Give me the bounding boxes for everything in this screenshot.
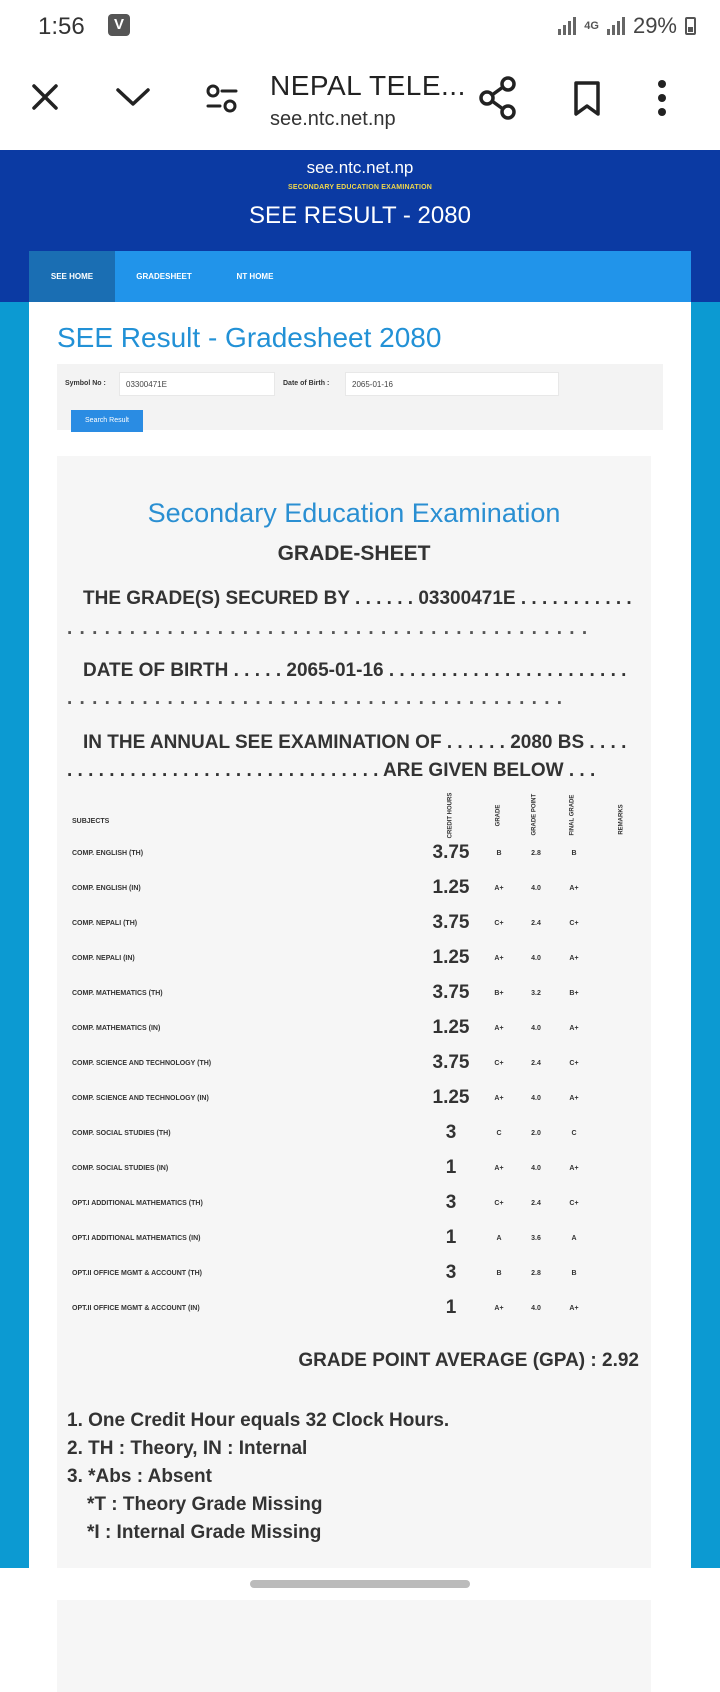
row-subject: COMP. ENGLISH (IN) [72,885,141,892]
row-credit: 1.25 [432,1087,470,1108]
gpa-line [298,1350,639,1372]
bookmark-icon[interactable] [572,80,602,123]
browser-url[interactable]: see.ntc.net.np [270,108,396,130]
row-subject: OPT.I ADDITIONAL MATHEMATICS (TH) [72,1200,203,1207]
secured-label: THE GRADE(S) SECURED BY [83,588,350,609]
sheet-subheading: GRADE-SHEET [277,542,431,565]
sheet-heading: Secondary Education Examination [147,498,561,528]
page-title: SEE Result - Gradesheet 2080 [57,322,442,353]
row-credit: 3.75 [432,1052,470,1073]
row-credit: 1.25 [432,947,470,968]
home-gesture-pill[interactable] [250,1580,470,1588]
row-point: 4.0 [531,1305,541,1312]
row-grade: C [496,1130,502,1137]
row-point: 3.2 [531,990,541,997]
signal-icon [558,17,576,35]
row-point: 2.8 [531,1270,541,1277]
row-point: 4.0 [531,955,541,962]
row-grade: C+ [494,1200,504,1207]
row-credit: 1.25 [432,1017,470,1038]
site-settings-icon[interactable] [204,82,240,121]
secured-by-line: THE GRADE(S) SECURED BY . . . . . . 03300471E . . . . . . . . . . . [83,588,632,609]
row-point: 2.4 [531,1060,541,1067]
result-card [29,302,691,1692]
dob-input[interactable]: 2065-01-16 [345,372,559,396]
row-credit: 3 [445,1122,457,1143]
site-navbar [29,251,691,302]
note-item: *I : Internal Grade Missing [87,1522,322,1543]
row-grade: B+ [494,990,504,997]
row-point: 2.0 [531,1130,541,1137]
search-result-button[interactable]: Search Result [71,410,143,432]
dotted-line: . . . . . . . . . . . . . . . . . . . . . . . . . . . . . . . . . . . . . . . . [67,688,564,709]
row-final: A+ [569,1305,579,1312]
row-credit: 3.75 [432,912,470,933]
chevron-down-icon[interactable] [114,82,152,117]
row-subject: COMP. ENGLISH (TH) [72,850,144,857]
nav-nt-home[interactable]: NT HOME [236,272,274,281]
browser-toolbar [0,52,720,150]
row-final: A+ [569,1165,579,1172]
row-credit: 3 [445,1262,457,1283]
exam-line: IN THE ANNUAL SEE EXAMINATION OF . . . . . . 2080 BS . . . . [83,732,627,753]
system-nav-bar [0,1568,720,1600]
row-final: A+ [569,955,579,962]
status-indicators [558,13,696,39]
row-final: C+ [569,920,579,927]
note-item: 1. One Credit Hour equals 32 Clock Hours. [67,1410,450,1431]
status-bar [0,0,720,52]
row-grade: C+ [494,1060,504,1067]
exam-value: 2080 BS [510,732,585,753]
row-credit: 1 [445,1297,457,1318]
gpa-value: 2.92 [602,1350,639,1371]
row-point: 3.6 [531,1235,541,1242]
row-grade: B [496,850,502,857]
nav-gradesheet[interactable]: GRADESHEET [136,272,192,281]
row-credit: 3.75 [432,982,470,1003]
row-final: A+ [569,885,579,892]
nav-see-home[interactable]: SEE HOME [29,251,115,302]
note-item: 2. TH : Theory, IN : Internal [67,1438,308,1459]
row-credit: 1.25 [432,877,470,898]
web-content [0,150,720,1600]
site-title: SEE RESULT - 2080 [249,202,471,229]
col-remarks: REMARKS [618,804,625,835]
row-subject: OPT.I ADDITIONAL MATHEMATICS (IN) [72,1235,201,1242]
browser-page-title[interactable]: NEPAL TELE... [270,70,466,101]
row-subject: COMP. SCIENCE AND TECHNOLOGY (TH) [72,1060,212,1067]
grade-sheet [57,456,651,1692]
gpa-label: GRADE POINT AVERAGE (GPA) : [298,1350,597,1371]
row-subject: COMP. NEPALI (IN) [72,955,135,962]
row-subject: COMP. SCIENCE AND TECHNOLOGY (IN) [72,1095,209,1102]
v-badge-icon: V [108,14,130,36]
row-grade: A [496,1235,502,1242]
row-credit: 3 [445,1192,457,1213]
row-subject: COMP. SOCIAL STUDIES (IN) [72,1165,169,1172]
dotted-line: . . . . . . . . . . . . . . . . . . . . . . . . . . . . . . . . . . . . . . . . . . [67,618,589,639]
sheet-dob-label: DATE OF BIRTH [83,660,229,681]
row-subject: COMP. NEPALI (TH) [72,920,138,927]
status-time: 1:56 [38,13,85,40]
site-domain: see.ntc.net.np [306,158,414,177]
row-grade: A+ [494,1305,504,1312]
row-final: B [571,1270,577,1277]
row-final: B+ [569,990,579,997]
row-grade: A+ [494,1025,504,1032]
dob-label: Date of Birth : [283,380,330,387]
row-subject: COMP. MATHEMATICS (IN) [72,1025,161,1032]
battery-level: 29% [632,13,677,38]
row-point: 4.0 [531,1165,541,1172]
row-final: C+ [569,1060,579,1067]
row-final: C [571,1130,577,1137]
col-final-grade: FINAL GRADE [569,794,576,836]
network-type: 4G [584,20,599,32]
secured-value: 03300471E [418,588,516,609]
col-subjects: SUBJECTS [72,818,110,825]
row-point: 2.4 [531,1200,541,1207]
row-final: C+ [569,1200,579,1207]
row-subject: OPT.II OFFICE MGMT & ACCOUNT (TH) [72,1270,203,1277]
row-final: B [571,850,577,857]
site-subtitle: SECONDARY EDUCATION EXAMINATION [287,184,432,191]
row-grade: A+ [494,1165,504,1172]
row-point: 4.0 [531,1095,541,1102]
col-grade: GRADE [495,804,502,827]
symbol-input[interactable]: 03300471E [119,372,275,396]
row-grade: C+ [494,920,504,927]
close-icon[interactable] [28,80,62,119]
row-point: 4.0 [531,1025,541,1032]
battery-icon [685,17,696,35]
sheet-dob-value: 2065-01-16 [286,660,384,681]
row-subject: COMP. MATHEMATICS (TH) [72,990,163,997]
note-item: 3. *Abs : Absent [67,1466,212,1487]
signal-icon-2 [607,17,625,35]
given-below-text: ARE GIVEN BELOW [383,760,564,781]
more-vertical-icon[interactable] [656,78,668,123]
symbol-label: Symbol No : [65,380,106,387]
col-credit-hours: CREDIT HOURS [447,792,454,839]
row-subject: OPT.II OFFICE MGMT & ACCOUNT (IN) [72,1305,200,1312]
row-final: A+ [569,1095,579,1102]
row-credit: 1 [445,1227,457,1248]
row-credit: 1 [445,1157,457,1178]
dob-line: DATE OF BIRTH . . . . . 2065-01-16 . . . . . . . . . . . . . . . . . . . . . . . [83,660,627,681]
row-final: A+ [569,1025,579,1032]
exam-label: IN THE ANNUAL SEE EXAMINATION OF [83,732,442,753]
row-grade: A+ [494,1095,504,1102]
row-credit: 3.75 [432,842,470,863]
row-point: 2.8 [531,850,541,857]
row-subject: COMP. SOCIAL STUDIES (TH) [72,1130,171,1137]
row-point: 4.0 [531,885,541,892]
note-item: *T : Theory Grade Missing [87,1494,323,1515]
row-point: 2.4 [531,920,541,927]
share-icon[interactable] [478,76,518,125]
row-final: A [571,1235,577,1242]
row-grade: B [496,1270,502,1277]
col-grade-point: GRADE POINT [531,793,538,836]
search-form [57,364,663,430]
site-header [0,150,720,302]
given-below-line: . . . . . . . . . . . . . . . . . . . . . . . . . . . . . . ARE GIVEN BELOW . . . [67,760,596,781]
row-grade: A+ [494,955,504,962]
row-grade: A+ [494,885,504,892]
